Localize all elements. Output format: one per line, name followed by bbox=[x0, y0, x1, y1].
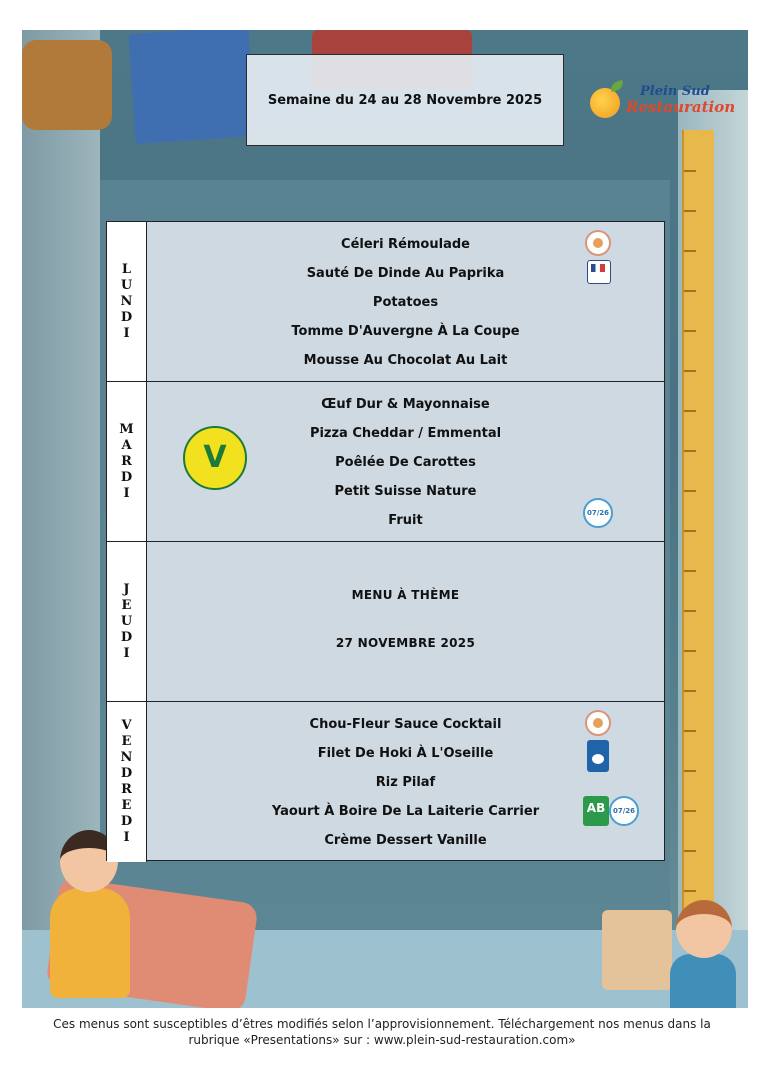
boy-character-illustration bbox=[662, 900, 742, 1008]
dish-item: Chou-Fleur Sauce Cocktail bbox=[309, 717, 502, 732]
backpack-illustration bbox=[22, 40, 112, 130]
dish-item: Tomme D'Auvergne À La Coupe bbox=[291, 324, 520, 339]
dish-item: Yaourt À Boire De La Laiterie Carrier bbox=[271, 804, 540, 819]
day-label: J E U D I bbox=[107, 542, 147, 701]
day-label: L U N D I bbox=[107, 222, 147, 381]
orange-icon bbox=[590, 88, 620, 118]
logo-text-plein-sud: Plein Sud bbox=[640, 84, 710, 99]
theme-title: MENU À THÈME bbox=[351, 588, 460, 602]
footer-line-2: rubrique «Presentations» sur : www.plein-sud-restauration.com» bbox=[188, 1033, 576, 1047]
menu-table bbox=[106, 221, 665, 861]
week-title: Semaine du 24 au 28 Novembre 2025 bbox=[267, 93, 543, 108]
dish-list bbox=[147, 710, 664, 855]
agriculture-biologique-icon: AB bbox=[583, 796, 609, 826]
day-row-lundi bbox=[107, 222, 664, 382]
footer-line-1: Ces menus sont susceptibles d’êtres modifiés selon l’approvisionnement. Téléchargement nos menus dans la bbox=[53, 1017, 711, 1031]
produit-local-icon: 07/26 bbox=[609, 796, 639, 826]
produit-local-icon: 07/26 bbox=[583, 498, 613, 528]
day-row-jeudi bbox=[107, 542, 664, 702]
dish-item: Poêlée De Carottes bbox=[335, 455, 476, 470]
day-label: M A R D I bbox=[107, 382, 147, 541]
fait-maison-icon bbox=[585, 710, 611, 736]
leaf-icon bbox=[609, 80, 625, 92]
dish-item: Céleri Rémoulade bbox=[341, 237, 470, 252]
logo-text-restauration: Restauration bbox=[626, 98, 736, 116]
dish-item: Œuf Dur & Mayonnaise bbox=[321, 397, 490, 412]
vegetarian-v-label-icon: V bbox=[183, 426, 247, 490]
dish-item: Pizza Cheddar / Emmental bbox=[309, 426, 502, 441]
plein-sud-logo bbox=[582, 78, 742, 128]
dish-item: Crème Dessert Vanille bbox=[324, 833, 487, 848]
ruler-illustration bbox=[682, 130, 714, 920]
dish-item: Riz Pilaf bbox=[375, 775, 436, 790]
day-label: V E N D R E D I bbox=[107, 702, 147, 862]
day-row-mardi bbox=[107, 382, 664, 542]
dish-item: Fruit bbox=[388, 513, 423, 528]
dish-item: Mousse Au Chocolat Au Lait bbox=[303, 353, 508, 368]
week-header-box bbox=[246, 54, 564, 146]
msc-peche-durable-icon bbox=[587, 740, 609, 772]
theme-block bbox=[147, 588, 664, 650]
footer-note bbox=[0, 1016, 764, 1048]
dish-item: Filet De Hoki À L'Oseille bbox=[317, 746, 494, 761]
dish-item: Potatoes bbox=[372, 295, 439, 310]
dish-item: Sauté De Dinde Au Paprika bbox=[306, 266, 505, 281]
dish-list bbox=[147, 230, 664, 375]
theme-date: 27 NOVEMBRE 2025 bbox=[335, 636, 476, 650]
blue-book-illustration bbox=[128, 30, 255, 144]
fait-maison-icon bbox=[585, 230, 611, 256]
dish-item: Petit Suisse Nature bbox=[334, 484, 477, 499]
volaille-francaise-icon bbox=[587, 260, 611, 284]
day-row-vendredi bbox=[107, 702, 664, 862]
